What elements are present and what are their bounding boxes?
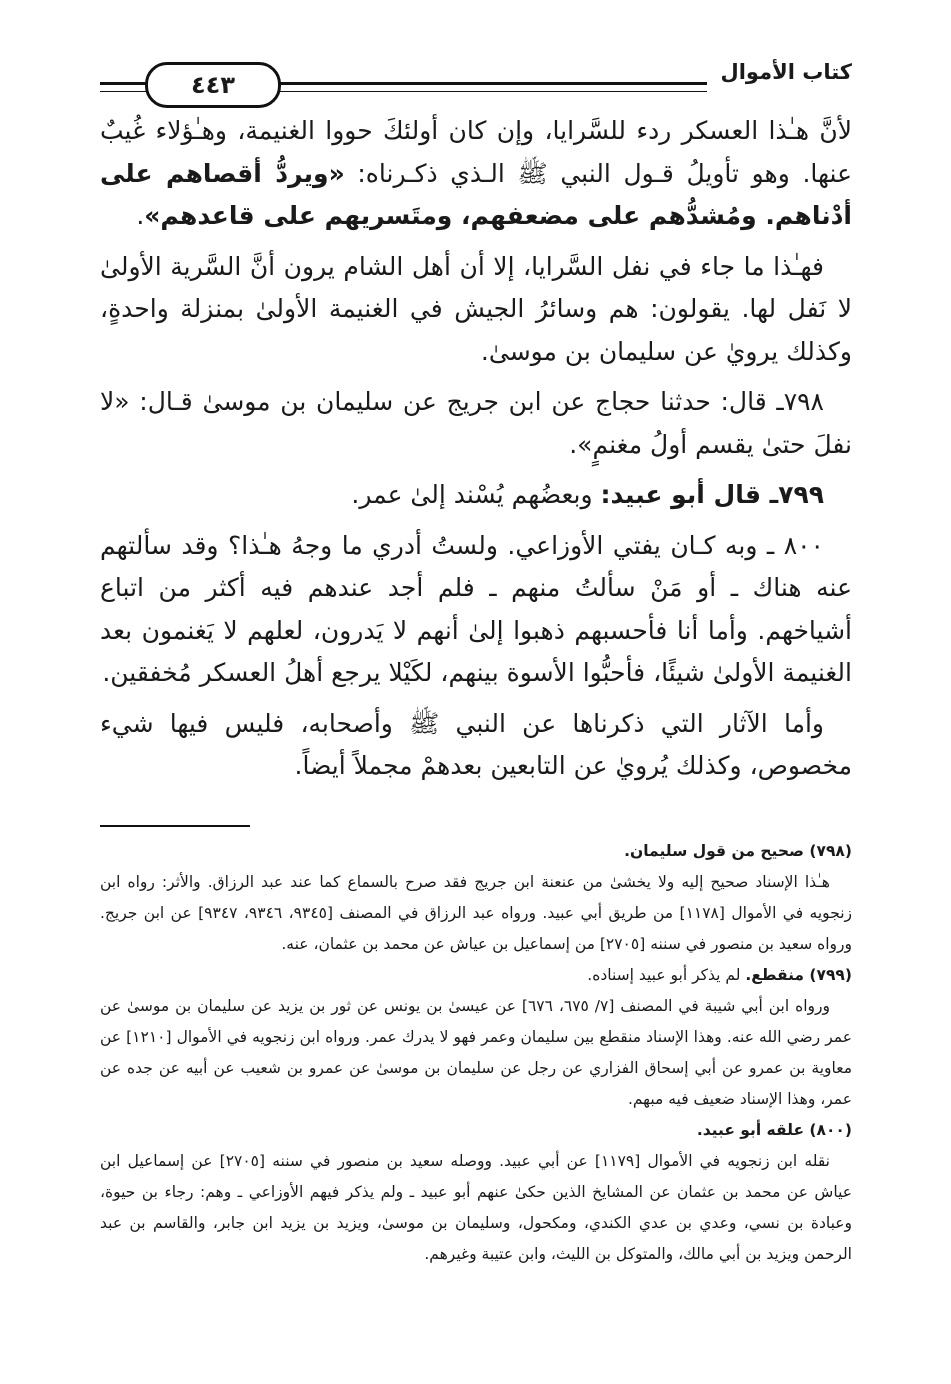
footnote-798-body: هـٰذا الإسناد صحيح إليه ولا يخشىٰ من عنعنة ابن جريج فقد صرح بالسماع كما عند عبد الرزاق. والأثر: رواه ابن زنجويه في الأموال [١١٧٨] من طريق أبي عبيد. ورواه عبد الرزاق في المصنف [٩٣٤٥، ٩٣٤٦، ٩٣٤٧] عن ابن جريج. ورواه سعيد بن منصور في سننه [٢٧٠٥] من إسماعيل بن عياش عن محمد بن عثمان، عنه. bbox=[100, 873, 852, 953]
main-text bbox=[100, 110, 852, 796]
paragraph-6: وأما الآثار التي ذكرناها عن النبي ﷺ وأصحابه، فليس فيها شيء مخصوص، وكذلك يُرويٰ عن التابعين بعدهمْ مجملاً أيضاً. bbox=[100, 708, 852, 780]
paragraph-799-rest: وبعضُهم يُسْند إلىٰ عمر. bbox=[351, 480, 601, 509]
footnote-799-body: ورواه ابن أبي شيبة في المصنف [٧/ ٦٧٥، ٦٧٦] عن عيسىٰ بن يونس عن ثور بن يزيد عن سليمان بن موسىٰ عن عمر رضي الله عنه. وهذا الإسناد منقطع بين سليمان وعمر فهو لا يدرك عمر. ورواه ابن زنجويه في الأموال [١٢١٠] عن معاوية بن عمرو عن أبي إسحاق الفزاري عن رجل عن سليمان بن موسىٰ عن عمرو بن شعيب عن أبيه عن جده عن عمر، وهذا الإسناد ضعيف فيه مبهم. bbox=[100, 997, 852, 1108]
page-number-badge bbox=[145, 62, 281, 108]
hadith-quote: «ويردُّ أقصاهم على أدْناهم. ومُشدُّهم على مضعفهم، ومتَسريهم على قاعدهم» bbox=[100, 158, 852, 230]
footnote-799-grade: (٧٩٩) منقطع. bbox=[745, 966, 852, 984]
paragraph-1-text: لأنَّ هـٰذا العسكر ردء للسَّرايا، وإن كان أولئكَ حووا الغنيمة، وهـٰؤلاء غُيبٌ عنها. وهو تأويلُ قـول النبي ﷺ الـذي ذكـرناه: bbox=[100, 116, 852, 188]
paragraph-799 bbox=[100, 474, 852, 517]
page-number: ٤٤٣ bbox=[191, 71, 235, 99]
paragraph-800: ٨٠٠ ـ وبه كـان يفتي الأوزاعي. ولستُ أدري ما وجهُ هـٰذا؟ وقد سألتهم عنه هناك ـ أو مَنْ سألتُ منهم ـ فلم أجد عندهم فيه أكثر من اتباع أشياخهم. وأما أنا فأحسبهم ذهبوا إلىٰ أنهم لا يَدرون، لعلهم لا يَغنمون بعد الغنيمة الأولىٰ شيئًا، فأحبُّوا الأسوة بينهم، لكَيْلا يرجع أهلُ العسكر مُخفقين. bbox=[100, 530, 852, 687]
footnotes bbox=[100, 836, 852, 1270]
paragraph-799-lead: ٧٩٩ـ قال أبو عبيد: bbox=[600, 480, 824, 509]
footnote-798-heading: (٧٩٨) صحيح من قول سليمان. bbox=[624, 842, 852, 860]
footnote-separator bbox=[100, 825, 250, 827]
page-header bbox=[100, 52, 852, 102]
footnote-799-note: لم يذكر أبو عبيد إسناده. bbox=[587, 966, 746, 984]
footnote-800-body: نقله ابن زنجويه في الأموال [١١٧٩] عن أبي عبيد. ووصله سعيد بن منصور في سننه [٢٧٠٥] عن إسماعيل ابن عياش عن محمد بن عثمان عن المشايخ الذين حكىٰ عنهم أبو عبيد ـ ولم يذكر فيهم الأوزاعي ـ وهم: رجاء بن حيوة، وعبادة بن نسي، وعدي بن عدي الكندي، ومكحول، وسليمان بن موسىٰ، ويزيد بن يزيد ابن جابر، والقاسم بن عبد الرحمن ويزيد بن أبي مالك، والمتوكل بن الليث، وابن عتيبة وغيرهم. bbox=[100, 1152, 852, 1263]
footnote-799-heading bbox=[100, 960, 852, 991]
paragraph-1-end: . bbox=[136, 201, 145, 230]
paragraph-1 bbox=[100, 110, 852, 238]
paragraph-2: فهـٰذا ما جاء في نفل السَّرايا، إلا أن أهل الشام يرون أنَّ السَّرية الأولىٰ لا نَفل لها. يقولون: هم وسائرُ الجيش في الغنيمة الأولىٰ بمنزلة واحدةٍ، وكذلك يرويٰ عن سليمان بن موسىٰ. bbox=[100, 251, 852, 366]
footnote-800-heading: (٨٠٠) علقه أبو عبيد. bbox=[696, 1121, 852, 1139]
paragraph-798: ٧٩٨ـ قال: حدثنا حجاج عن ابن جريج عن سليمان بن موسىٰ قـال: «لا نفلَ حتىٰ يقسم أولُ مغنمٍ». bbox=[100, 387, 852, 459]
book-title: كتاب الأموال bbox=[720, 60, 852, 84]
